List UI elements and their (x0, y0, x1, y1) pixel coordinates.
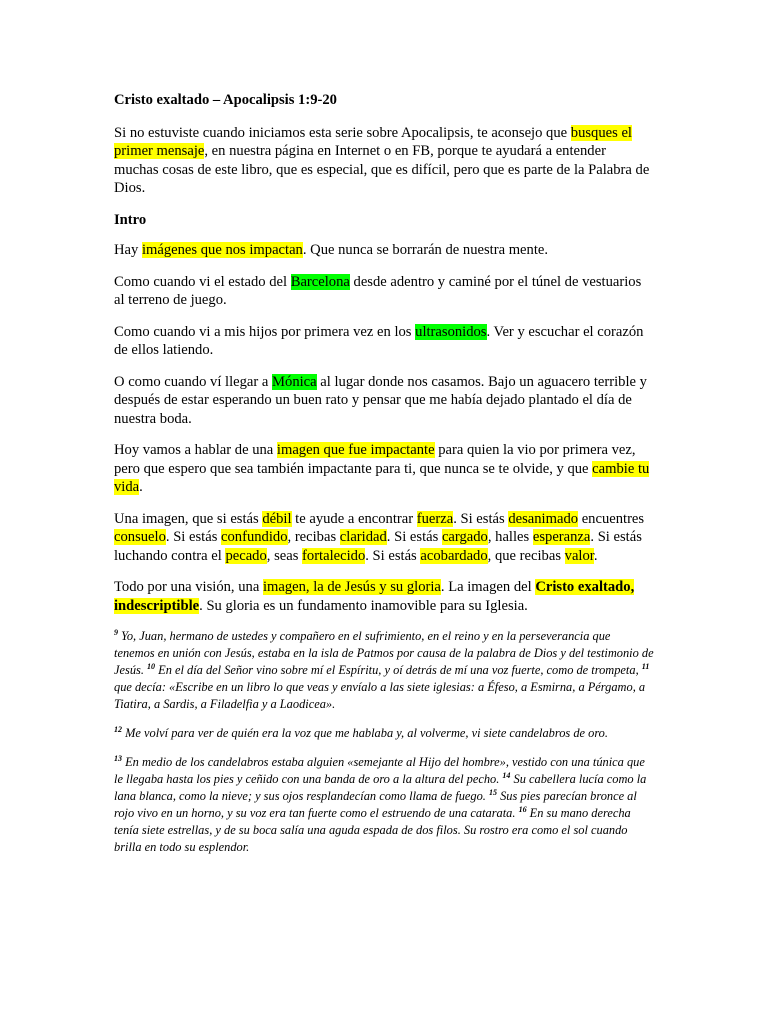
text: . Su gloria es un fundamento inamovible para su Iglesia. (199, 597, 528, 614)
paragraph-image-purpose (114, 510, 654, 566)
paragraph-vision (114, 578, 654, 615)
text: , recibas (287, 529, 340, 545)
paragraph-ultrasound (114, 323, 654, 360)
verse-text: que decía: «Escribe en un libro lo que veas y envíalo a las siete iglesias: a Éfeso, a Esmirna, a Pérgamo, a Tiatira, a Sardis, a Filadelfia y a Laodicea». (114, 680, 646, 711)
text: Si no estuviste cuando iniciamos esta serie sobre Apocalipsis, te aconsejo que (114, 124, 571, 141)
document-title: Cristo exaltado – Apocalipsis 1:9-20 (114, 92, 337, 108)
highlight: valor (564, 547, 594, 564)
verse-text: Sus pies parecían bronce al rojo vivo en un horno, y su voz era tan fuerte como el estruendo de una catarata. (114, 789, 637, 820)
highlight: débil (262, 510, 292, 527)
verse-number: 9 (114, 627, 118, 637)
text: . (139, 479, 143, 495)
highlight-green: ultrasonidos (415, 323, 487, 340)
text: Hay (114, 242, 142, 258)
highlight: claridad (339, 529, 387, 545)
verse-number: 13 (114, 753, 122, 763)
verse-text: En medio de los candelabros estaba alguien «semejante al Hijo del hombre», vestido con una túnica que le llegaba hasta los pies y ceñido con una banda de oro a la altura del pecho. (114, 755, 645, 786)
highlight: acobardado (420, 547, 488, 564)
highlight-green: Mónica (272, 373, 317, 390)
text: al lugar donde nos casamos. Bajo un aguacero terrible y después de estar esperando un buen rato y pensar que me había dejado plantado el día de nuestra boda. (114, 373, 647, 427)
paragraph-barcelona (114, 273, 654, 310)
text: . Si estás (386, 529, 442, 545)
highlight: desanimado (508, 510, 579, 527)
text: . Si estás (165, 529, 222, 545)
highlight: consuelo (114, 529, 166, 545)
text: . La imagen del (440, 579, 536, 595)
highlight: confundido (221, 529, 288, 545)
text: encuentres (578, 510, 645, 527)
verse-text: En su mano derecha tenía siete estrellas, y de su boca salía una aguda espada de dos filos. Su rostro era como el sol cuando brilla en todo su esplendor. (114, 806, 631, 854)
text: te ayude a encontrar (291, 510, 417, 527)
highlight: imágenes que nos impactan (141, 242, 303, 258)
highlight: cargado (441, 529, 488, 545)
text: , seas (266, 547, 303, 564)
verse-text: Me volví para ver de quién era la voz que me hablaba y, al volverme, vi siete candelabros de oro. (122, 726, 608, 740)
verse-number: 14 (502, 770, 511, 780)
highlight: busques el primer mensaje (114, 124, 632, 159)
paragraph-series-intro (114, 124, 654, 198)
text: . Ver y escuchar el corazón de ellos latiendo. (114, 323, 644, 358)
verse-number: 15 (488, 787, 497, 797)
text: Una imagen, que si estás (114, 510, 263, 527)
text: , que recibas (487, 547, 565, 564)
highlight: fortalecido (302, 547, 366, 564)
highlight-bold: Cristo exaltado, indescriptible (114, 579, 635, 614)
scripture-verses-13-16 (114, 754, 654, 856)
text: desde adentro y caminé por el túnel de vestuarios al terreno de juego. (114, 273, 642, 308)
text: Como cuando vi el estado del (114, 273, 291, 290)
text: , en nuestra página en Internet o en FB, porque te ayudará a entender muchas cosas de este libro, que es especial, que es difícil, pero que es parte de la Palabra de Dios. (114, 143, 650, 196)
verse-number: 16 (518, 804, 527, 814)
highlight: pecado (225, 547, 267, 564)
text: para quien la vio por primera vez, pero que espero que sea también impactante para ti, que nunca se te olvide, y que (114, 442, 636, 477)
highlight: fuerza (416, 510, 454, 527)
text: . Si estás (365, 547, 421, 564)
verse-text: Yo, Juan, hermano de ustedes y compañero en el sufrimiento, en el reino y en la perseverancia que tenemos en unión con Jesús, estaba en la isla de Patmos por causa de la palabra de Dios y del testimonio de Jesús. (114, 629, 654, 677)
paragraph-wedding (114, 373, 654, 429)
text: . Si estás luchando contra el (114, 529, 642, 564)
text: . Que nunca se borrarán de nuestra mente. (302, 242, 549, 258)
highlight: imagen, la de Jesús y su gloria (262, 579, 441, 595)
verse-number: 12 (114, 724, 122, 734)
text: Hoy vamos a hablar de una (114, 442, 277, 458)
highlight-green: Barcelona (290, 273, 350, 290)
paragraph-images (114, 241, 654, 260)
text: Todo por una visión, una (114, 579, 263, 595)
text: , halles (487, 529, 533, 545)
highlight: cambie tu vida (114, 460, 650, 495)
text: Como cuando vi a mis hijos por primera vez en los (114, 323, 416, 340)
section-heading-intro: Intro (114, 211, 147, 228)
scripture-verses-9-11 (114, 628, 654, 713)
highlight: esperanza (532, 529, 591, 545)
verse-text: Su cabellera lucía como la lana blanca, como la nieve; y sus ojos resplandecían como llama de fuego. (114, 772, 647, 803)
verse-number: 10 (147, 661, 156, 671)
paragraph-today (114, 441, 654, 497)
scripture-verse-12 (114, 725, 654, 742)
text: . Si estás (453, 510, 509, 527)
highlight: imagen que fue impactante (276, 442, 435, 458)
document-body (114, 91, 654, 868)
text: O como cuando ví llegar a (114, 373, 273, 390)
text: . (593, 547, 598, 564)
verse-number: 11 (641, 661, 650, 671)
verse-text: En el día del Señor vino sobre mí el Espíritu, y oí detrás de mí una voz fuerte, como de trompeta, (155, 663, 642, 677)
